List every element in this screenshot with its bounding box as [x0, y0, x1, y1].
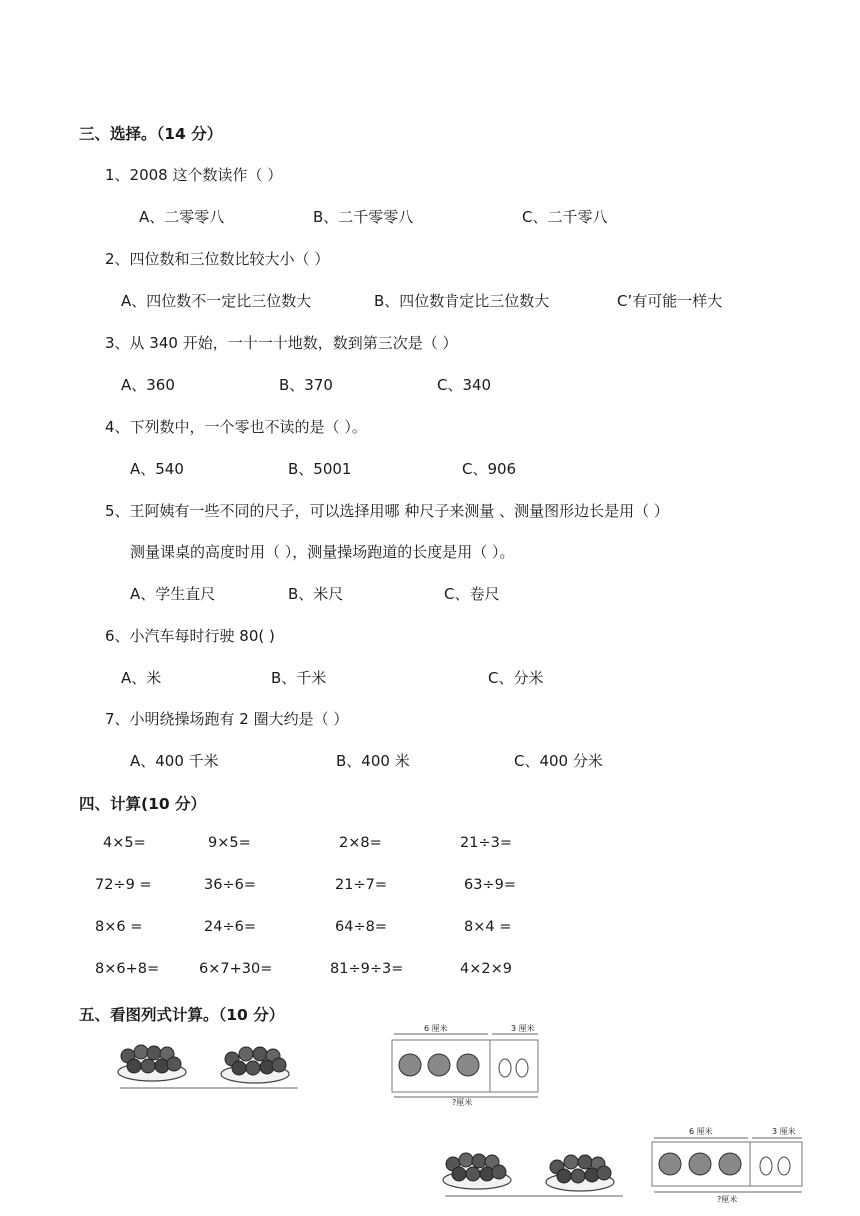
question-4-option-b: B、5001 [288, 460, 352, 478]
length-label-6cm: 6 厘米 [424, 1024, 448, 1033]
question-1-option-b: B、二千零零八 [313, 208, 414, 226]
apple-plate-icon [118, 1045, 186, 1081]
question-1-stem: 1、2008 这个数读作（ ） [105, 166, 283, 184]
question-2-option-c: C’有可能一样大 [617, 292, 723, 310]
question-5-stem-continued: 测量课桌的高度时用（ ），测量操场跑道的长度是用（ ）。 [130, 543, 515, 561]
calc-problem: 6×7+30= [199, 961, 273, 977]
question-1-option-a: A、二零零八 [139, 208, 225, 226]
question-5-option-b: B、米尺 [288, 585, 344, 603]
section-3-heading: 三、选择。（14 分） [79, 125, 223, 143]
question-2-stem: 2、四位数和三位数比较大小（ ） [105, 250, 330, 268]
calc-problem: 21÷7= [335, 877, 387, 893]
calc-problem: 8×6+8= [95, 961, 160, 977]
question-7-option-b: B、400 米 [336, 752, 410, 770]
question-6-option-c: C、分米 [488, 669, 544, 687]
total-length-label: ?厘米 [717, 1195, 738, 1204]
question-2-option-b: B、四位数肯定比三位数大 [374, 292, 550, 310]
question-7-stem: 7、小明绕操场跑有 2 圈大约是（ ） [105, 710, 349, 728]
calc-problem: 81÷9÷3= [330, 961, 404, 977]
apple-plate-icon [221, 1047, 289, 1083]
question-4-stem: 4、下列数中，一个零也不读的是（ ）。 [105, 418, 367, 436]
question-6-option-a: A、米 [121, 669, 162, 687]
calc-problem: 8×6 = [95, 919, 143, 935]
question-3-stem: 3、从 340 开始，一十一十地数，数到第三次是（ ） [105, 334, 458, 352]
calc-problem: 24÷6= [204, 919, 256, 935]
question-4-option-a: A、540 [130, 460, 184, 478]
question-3-option-a: A、360 [121, 376, 175, 394]
calc-problem: 63÷9= [464, 877, 516, 893]
question-7-option-a: A、400 千米 [130, 752, 219, 770]
length-label-6cm: 6 厘米 [689, 1127, 713, 1136]
calc-problem: 21÷3= [460, 835, 512, 851]
calc-problem: 2×8= [339, 835, 382, 851]
calc-problem: 9×5= [208, 835, 251, 851]
plates-of-apples-figure-1 [112, 1032, 302, 1094]
calc-problem: 4×2×9 [460, 961, 512, 977]
calc-problem: 4×5= [103, 835, 146, 851]
question-3-option-c: C、340 [437, 376, 492, 394]
apple-plate-icon [546, 1155, 614, 1191]
question-6-option-b: B、千米 [271, 669, 327, 687]
question-5-option-c: C、卷尺 [444, 585, 500, 603]
length-label-3cm: 3 厘米 [511, 1024, 535, 1033]
question-2-option-a: A、四位数不一定比三位数大 [121, 292, 312, 310]
total-length-label: ?厘米 [452, 1098, 473, 1107]
question-3-option-b: B、370 [279, 376, 333, 394]
question-1-option-c: C、二千零八 [522, 208, 608, 226]
plates-of-apples-figure-2 [437, 1140, 627, 1202]
section-5-heading: 五、看图列式计算。（10 分） [79, 1006, 285, 1024]
question-5-stem: 5、王阿姨有一些不同的尺子，可以选择用哪 种尺子来测量 、测量图形边长是用（ ） [105, 502, 669, 520]
calc-problem: 72÷9 = [95, 877, 152, 893]
question-4-option-c: C、906 [462, 460, 517, 478]
section-4-heading: 四、计算(10 分） [79, 795, 207, 813]
calc-problem: 36÷6= [204, 877, 256, 893]
calc-problem: 64÷8= [335, 919, 387, 935]
question-5-option-a: A、学生直尺 [130, 585, 216, 603]
apple-plate-icon [443, 1153, 511, 1189]
calc-problem: 8×4 = [464, 919, 512, 935]
apple-icon [399, 1054, 479, 1076]
question-6-stem: 6、小汽车每时行驶 80( ) [105, 627, 275, 645]
apple-icon [659, 1153, 741, 1175]
question-7-option-c: C、400 分米 [514, 752, 603, 770]
length-label-3cm: 3 厘米 [772, 1127, 796, 1136]
